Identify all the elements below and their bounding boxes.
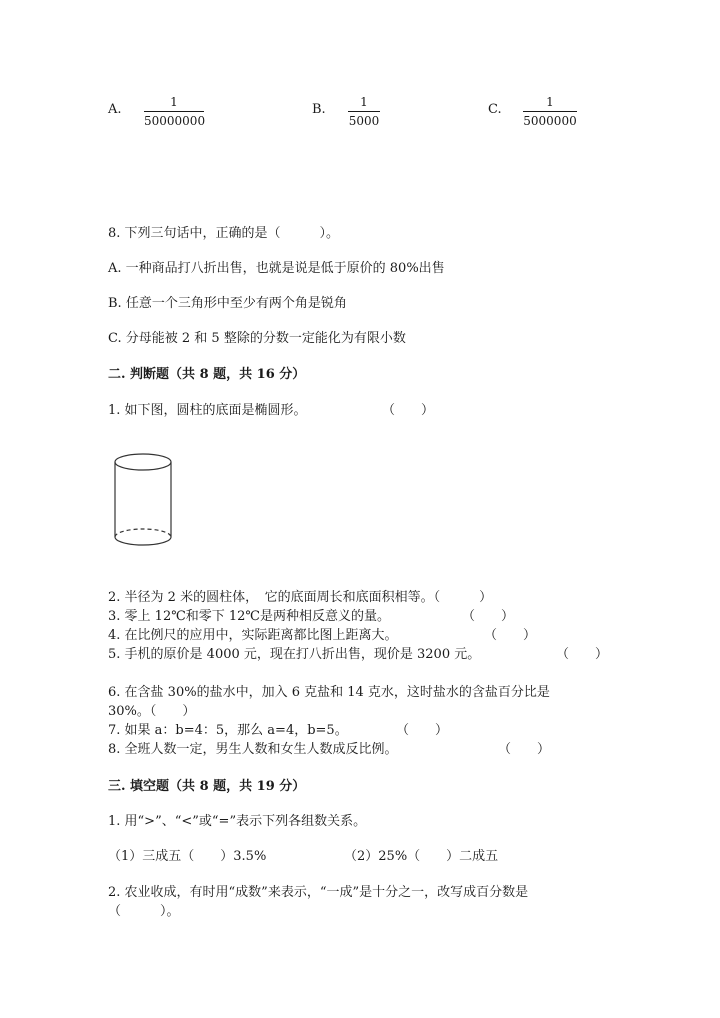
option-a-letter: A. xyxy=(108,102,122,117)
option-a-numerator: 1 xyxy=(170,95,178,109)
option-b-denominator: 5000 xyxy=(348,111,380,128)
q8-stem: 8. 下列三句话中，正确的是（ ）。 xyxy=(108,226,340,241)
s2-q3-paren: （ ） xyxy=(462,609,515,624)
s2-q1-paren: （ ） xyxy=(382,403,435,418)
section2-title: 二. 判断题（共 8 题，共 16 分） xyxy=(108,367,306,382)
s3-q2-line1: 2. 农业收成，有时用“成数”来表示，“一成”是十分之一，改写成百分数是 xyxy=(108,885,529,900)
s2-q4-paren: （ ） xyxy=(484,628,537,643)
s2-q5-paren: （ ） xyxy=(556,647,609,662)
option-a-denominator: 50000000 xyxy=(144,111,204,128)
option-c-letter: C. xyxy=(488,102,502,117)
option-b-letter: B. xyxy=(312,102,326,117)
option-c-fraction xyxy=(523,95,577,128)
s2-q6-line1: 6. 在含盐 30%的盐水中，加入 6 克盐和 14 克水，这时盐水的含盐百分比是 xyxy=(108,685,550,700)
section3-title: 三. 填空题（共 8 题，共 19 分） xyxy=(108,779,306,794)
option-c-denominator: 5000000 xyxy=(523,111,577,128)
q8-option-b: B. 任意一个三角形中至少有两个角是锐角 xyxy=(108,296,347,311)
cylinder-figure xyxy=(110,450,180,554)
s2-q8-paren: （ ） xyxy=(498,742,551,757)
option-b-numerator: 1 xyxy=(360,95,368,109)
cylinder-bottom-front xyxy=(115,537,171,545)
s2-q1-text: 1. 如下图，圆柱的底面是椭圆形。 xyxy=(108,403,307,418)
s3-q1-part1: （1）三成五（ ）3.5% xyxy=(108,849,267,864)
option-a-fraction xyxy=(144,95,204,128)
q8-option-a: A. 一种商品打八折出售，也就是说是低于原价的 80%出售 xyxy=(108,261,445,276)
s2-q7-paren: （ ） xyxy=(396,723,449,738)
cylinder-bottom-back xyxy=(115,529,171,537)
q8-option-c: C. 分母能被 2 和 5 整除的分数一定能化为有限小数 xyxy=(108,331,406,346)
s3-q1-stem: 1. 用“>”、“<”或“=”表示下列各组数关系。 xyxy=(108,814,367,829)
s2-q6-line2: 30%。（ ） xyxy=(108,704,196,719)
s2-q5-text: 5. 手机的原价是 4000 元，现在打八折出售，现价是 3200 元。 xyxy=(108,647,481,662)
s2-q4-text: 4. 在比例尺的应用中，实际距离都比图上距离大。 xyxy=(108,628,398,643)
cylinder-top-ellipse xyxy=(115,454,171,470)
s2-q2-text: 2. 半径为 2 米的圆柱体， 它的底面周长和底面积相等。（ ） xyxy=(108,590,493,605)
s3-q1-part2: （2）25%（ ）二成五 xyxy=(344,849,499,864)
option-b-fraction xyxy=(348,95,380,128)
option-c-numerator: 1 xyxy=(546,95,554,109)
s2-q7-text: 7. 如果 a：b=4：5，那么 a=4，b=5。 xyxy=(108,723,348,738)
s2-q8-text: 8. 全班人数一定，男生人数和女生人数成反比例。 xyxy=(108,742,398,757)
s2-q3-text: 3. 零上 12℃和零下 12℃是两种相反意义的量。 xyxy=(108,609,390,624)
s3-q2-line2: （ ）。 xyxy=(108,904,180,919)
